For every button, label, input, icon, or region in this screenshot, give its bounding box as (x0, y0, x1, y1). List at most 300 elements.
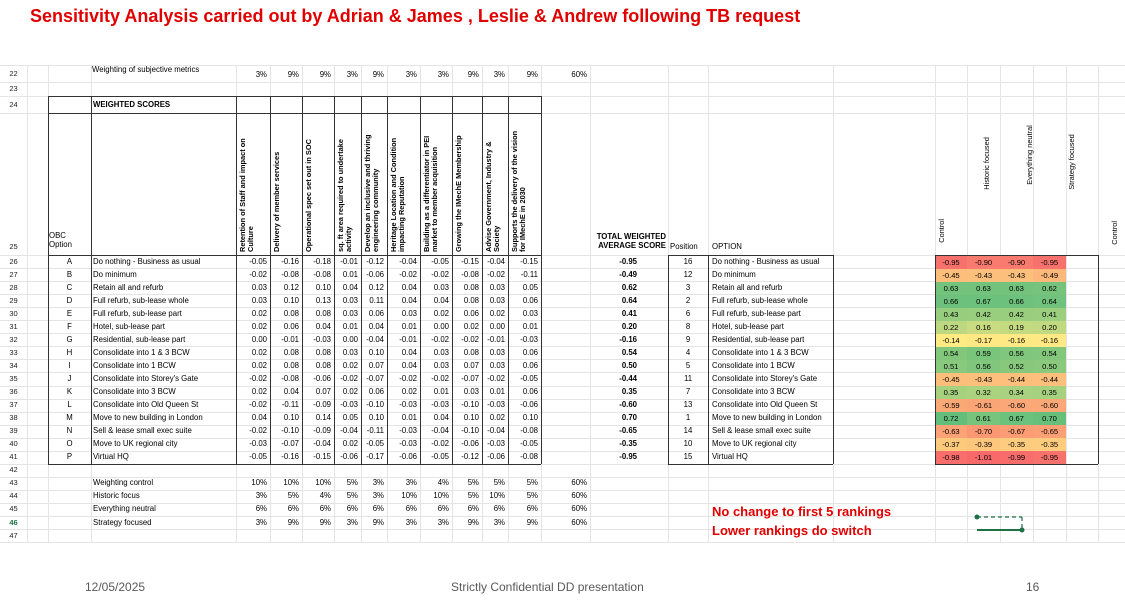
scenario-weight-cell: 3% (405, 517, 417, 527)
weighted-score-cell: 0.08 (315, 347, 331, 357)
weighting-value: 3% (255, 70, 267, 79)
weighted-score-cell: 0.08 (283, 360, 299, 370)
row-number[interactable]: 40 (9, 439, 18, 449)
option-label-cell: Consolidate into 1 BCW (712, 360, 795, 370)
grid-line (0, 516, 1125, 517)
weighted-score-cell: -0.03 (399, 400, 417, 410)
scenario-weight-cell: 5% (287, 491, 299, 501)
heatmap-cell: 0.16 (967, 321, 1000, 334)
weighted-score-cell: 0.03 (489, 282, 505, 292)
option-letter: N (66, 426, 73, 436)
row-number[interactable]: 26 (9, 256, 18, 266)
weighted-score-cell: 0.03 (433, 360, 449, 370)
option-name: Retain all and refurb (93, 282, 164, 292)
heatmap-cell: 0.42 (967, 308, 1000, 321)
scenario-weight-cell: 3% (493, 517, 505, 527)
scenario-weight-cell: 6% (346, 504, 358, 514)
weighted-score-cell: -0.08 (520, 426, 538, 436)
weighted-score-cell: -0.15 (313, 452, 331, 462)
weighted-score-cell: 0.01 (342, 321, 358, 331)
weighted-score-cell: -0.03 (520, 334, 538, 344)
weighted-score-cell: 0.01 (489, 387, 505, 397)
option-name: Full refurb, sub-lease part (93, 308, 182, 318)
heatmap-cell: -0.16 (1000, 334, 1033, 347)
weighted-score-cell: 0.06 (368, 308, 384, 318)
position-cell: 16 (683, 256, 693, 266)
weighted-score-cell: 0.03 (342, 347, 358, 357)
scenario-weight-cell: 60% (571, 504, 587, 514)
weighted-score-cell: -0.03 (249, 439, 267, 449)
weighted-score-cell: -0.10 (461, 400, 479, 410)
heatmap-cell: 0.67 (967, 295, 1000, 308)
weighted-score-cell: 0.03 (251, 295, 267, 305)
option-label-cell: Virtual HQ (712, 452, 748, 462)
weighted-score-cell: 0.04 (401, 295, 417, 305)
weighted-score-cell: 0.07 (463, 360, 479, 370)
weighted-score-cell: -0.05 (249, 256, 267, 266)
table-border (236, 96, 237, 464)
weighted-score-cell: 0.03 (489, 347, 505, 357)
heatmap-cell: -0.44 (1000, 373, 1033, 386)
weighted-score-cell: -0.11 (281, 400, 299, 410)
footer-text: Strictly Confidential DD presentation (451, 580, 644, 594)
heatmap-cell: 0.34 (1000, 386, 1033, 399)
option-name: Consolidate into Old Queen St (93, 400, 199, 410)
metric-header: Building as a differentiator in PEI market to member acquisition (422, 135, 439, 252)
weighted-score-cell: 0.04 (401, 360, 417, 370)
row-number[interactable]: 43 (9, 478, 18, 488)
row-number[interactable]: 44 (9, 491, 18, 501)
table-border (387, 96, 388, 464)
weighted-score-cell: -0.01 (399, 334, 417, 344)
weighted-score-cell: -0.04 (399, 256, 417, 266)
weighting-value: 3% (437, 70, 449, 79)
weighted-score-cell: -0.02 (487, 373, 505, 383)
weighted-score-cell: -0.07 (366, 373, 384, 383)
heatmap-cell: -0.45 (935, 373, 967, 386)
weighting-label: Weighting of subjective metrics (92, 65, 200, 74)
row-number[interactable]: 36 (9, 387, 18, 397)
row-number[interactable]: 38 (9, 413, 18, 423)
option-name: Consolidate into 1 BCW (93, 360, 176, 370)
row-number[interactable]: 24 (9, 99, 18, 109)
position-cell: 9 (685, 334, 691, 344)
heatmap-cell: 0.67 (1000, 412, 1033, 425)
option-label-cell: Hotel, sub-lease part (712, 321, 784, 331)
row-number[interactable]: 46 (9, 517, 18, 527)
metric-header: Supports the delivery of the vision for IMechE in 2030 (510, 130, 527, 252)
connector-shape-icon[interactable] (972, 513, 1032, 539)
weighted-score-cell: 0.08 (463, 282, 479, 292)
weighted-score-cell: -0.18 (313, 256, 331, 266)
heatmap-cell: -0.39 (967, 438, 1000, 451)
weighted-score-cell: 0.04 (401, 347, 417, 357)
total-score-cell: -0.65 (619, 426, 637, 436)
option-label-cell: Residential, sub-lease part (712, 334, 805, 344)
heatmap-cell: 0.35 (935, 386, 967, 399)
position-cell: 1 (685, 413, 691, 423)
weighted-score-cell: 0.02 (251, 321, 267, 331)
grid-line (0, 542, 1125, 543)
weighted-score-cell: -0.02 (431, 439, 449, 449)
weighted-score-cell: 0.10 (283, 295, 299, 305)
scenario-weight-cell: 3% (255, 491, 267, 501)
heatmap-cell: -0.98 (935, 451, 967, 464)
scenario-label: Historic focus (93, 491, 140, 501)
weighted-score-cell: -0.02 (461, 334, 479, 344)
grid-line (27, 65, 28, 543)
total-score-cell: -0.95 (619, 452, 637, 462)
option-label-cell: Consolidate into 1 & 3 BCW (712, 347, 809, 357)
heatmap-cell: -0.60 (1000, 399, 1033, 412)
option-name: Sell & lease small exec suite (93, 426, 192, 436)
slide-title: Sensitivity Analysis carried out by Adrian & James , Leslie & Andrew following TB request (30, 6, 801, 26)
metric-header: Develop an inclusive and thriving engineering community (363, 134, 380, 252)
heatmap-header: Control (937, 218, 947, 243)
option-letter: M (66, 413, 73, 423)
scenario-weight-cell: 6% (255, 504, 267, 514)
heatmap-cell: -0.17 (967, 334, 1000, 347)
weighted-score-cell: -0.03 (313, 334, 331, 344)
weighted-score-cell: 0.02 (342, 360, 358, 370)
scenario-weight-cell: 3% (372, 491, 384, 501)
weighted-score-cell: 0.06 (368, 387, 384, 397)
heatmap-header: Strategy focused (1067, 134, 1077, 190)
weighted-score-cell: -0.05 (520, 439, 538, 449)
position-header: Position (670, 242, 698, 251)
heatmap-cell: -0.43 (1000, 269, 1033, 282)
heatmap-cell: 0.50 (1033, 360, 1066, 373)
scenario-weight-cell: 3% (346, 517, 358, 527)
weighted-score-cell: 0.02 (342, 387, 358, 397)
scenario-weight-cell: 4% (319, 491, 331, 501)
weighted-score-cell: -0.17 (366, 452, 384, 462)
scenario-weight-cell: 10% (283, 478, 299, 488)
position-cell: 3 (685, 282, 691, 292)
weighted-score-cell: -0.02 (249, 269, 267, 279)
scenario-weight-cell: 5% (346, 491, 358, 501)
row-number[interactable]: 39 (9, 426, 18, 436)
table-border (270, 96, 271, 464)
position-cell: 5 (685, 360, 691, 370)
note-line-2: Lower rankings do switch (712, 523, 872, 538)
scenario-weight-cell: 5% (467, 491, 479, 501)
weighted-score-cell: -0.01 (487, 334, 505, 344)
scenario-label: Strategy focused (93, 517, 152, 527)
heatmap-cell: -0.99 (1000, 451, 1033, 464)
heatmap-cell: 0.41 (1033, 308, 1066, 321)
row-number[interactable]: 42 (9, 465, 18, 475)
row-number[interactable]: 23 (9, 84, 18, 93)
weighted-score-cell: -0.15 (461, 256, 479, 266)
option-label-cell: Sell & lease small exec suite (712, 426, 811, 436)
weighted-score-cell: -0.02 (431, 334, 449, 344)
row-number[interactable]: 35 (9, 373, 18, 383)
weighting-value: 3% (346, 70, 358, 79)
heatmap-cell: 0.66 (935, 295, 967, 308)
weighted-score-cell: 0.03 (433, 282, 449, 292)
option-letter: B (66, 269, 73, 279)
weighted-score-cell: -0.04 (366, 334, 384, 344)
option-name: Do nothing - Business as usual (93, 256, 201, 266)
row-number[interactable]: 37 (9, 400, 18, 410)
heatmap-cell: 0.56 (1000, 347, 1033, 360)
weighted-score-cell: -0.05 (520, 373, 538, 383)
position-cell: 12 (683, 269, 693, 279)
metric-header: Delivery of member services (272, 151, 281, 252)
heatmap-cell: -0.16 (1033, 334, 1066, 347)
weighted-score-cell: 0.02 (251, 308, 267, 318)
scenario-weight-cell: 5% (526, 491, 538, 501)
scenario-weight-cell: 6% (372, 504, 384, 514)
weighted-score-cell: 0.10 (463, 413, 479, 423)
option-label-cell: Move to UK regional city (712, 439, 797, 449)
weighted-score-cell: -0.04 (487, 426, 505, 436)
weighted-score-cell: -0.08 (313, 269, 331, 279)
option-letter: F (67, 321, 72, 331)
grid-line (0, 503, 1125, 504)
row-number[interactable]: 33 (9, 347, 18, 357)
weighted-score-cell: 0.03 (251, 282, 267, 292)
heatmap-cell: -0.70 (967, 425, 1000, 438)
heatmap-cell: 0.52 (1000, 360, 1033, 373)
row-number[interactable]: 28 (9, 282, 18, 292)
weighted-score-cell: -0.05 (366, 439, 384, 449)
scenario-weight-cell: 10% (433, 491, 449, 501)
weighted-score-cell: -0.06 (461, 439, 479, 449)
weighted-score-cell: 0.03 (342, 308, 358, 318)
position-cell: 7 (685, 387, 691, 397)
row-number[interactable]: 22 (9, 68, 18, 78)
scenario-weight-cell: 3% (405, 478, 417, 488)
heatmap-cell: 0.56 (967, 360, 1000, 373)
weighted-score-cell: -0.01 (281, 334, 299, 344)
weighted-score-cell: -0.15 (520, 256, 538, 266)
weighted-score-cell: 0.00 (251, 334, 267, 344)
heatmap-cell: 0.63 (1000, 282, 1033, 295)
heatmap-cell: -0.67 (1000, 425, 1033, 438)
option-letter: J (67, 373, 72, 383)
weighting-value: 9% (467, 70, 479, 79)
scenario-weight-cell: 6% (526, 504, 538, 514)
weighted-score-cell: 0.12 (283, 282, 299, 292)
option-name: Consolidate into 1 & 3 BCW (93, 347, 190, 357)
scenario-weight-cell: 6% (493, 504, 505, 514)
option-letter: A (66, 256, 73, 266)
option-letter: C (66, 282, 73, 292)
table-border (48, 464, 541, 465)
weighted-score-cell: 0.10 (522, 413, 538, 423)
weighted-score-cell: 0.11 (369, 295, 384, 305)
weighted-score-cell: -0.02 (340, 373, 358, 383)
heatmap-cell: -0.65 (1033, 425, 1066, 438)
weighted-score-cell: 0.02 (463, 321, 479, 331)
scenario-weight-cell: 60% (571, 491, 587, 501)
heatmap-cell: 0.72 (935, 412, 967, 425)
weighted-score-cell: 0.07 (315, 387, 331, 397)
position-cell: 6 (685, 308, 691, 318)
weighted-score-cell: -0.06 (340, 452, 358, 462)
weighted-score-cell: 0.03 (522, 308, 538, 318)
weighted-score-cell: -0.08 (281, 373, 299, 383)
weighted-score-cell: -0.05 (249, 452, 267, 462)
scenario-weight-cell: 5% (493, 478, 505, 488)
scenario-label: Everything neutral (93, 504, 156, 514)
heatmap-cell: 0.66 (1000, 295, 1033, 308)
weighting-value: 9% (372, 70, 384, 79)
weighted-score-cell: 0.04 (315, 321, 331, 331)
weighted-score-cell: 0.00 (433, 321, 449, 331)
scenario-weight-cell: 4% (437, 478, 449, 488)
weighted-score-cell: 0.04 (283, 387, 299, 397)
heatmap-cell: 0.63 (967, 282, 1000, 295)
weighted-score-cell: -0.11 (366, 426, 384, 436)
weighted-score-cell: 0.05 (342, 413, 358, 423)
notes (712, 502, 891, 540)
scenario-weight-cell: 9% (467, 517, 479, 527)
heatmap-cell: 0.59 (967, 347, 1000, 360)
scenario-weight-cell: 10% (251, 478, 267, 488)
weighted-score-cell: -0.06 (366, 269, 384, 279)
heatmap-cell: 0.43 (935, 308, 967, 321)
table-border (668, 255, 833, 256)
row-number[interactable]: 30 (9, 308, 18, 318)
position-cell: 11 (683, 373, 693, 383)
option-label-cell: Retain all and refurb (712, 282, 783, 292)
option-name: Full refurb, sub-lease whole (93, 295, 189, 305)
footer-date: 12/05/2025 (85, 580, 146, 594)
weighted-score-cell: -0.08 (461, 269, 479, 279)
weighted-score-cell: 0.08 (315, 360, 331, 370)
position-cell: 10 (683, 439, 693, 449)
table-border (48, 96, 49, 464)
row-number[interactable]: 27 (9, 269, 18, 279)
table-border (420, 96, 421, 464)
metric-header: Advise Government, Industry & Society (484, 141, 501, 252)
option-letter: G (66, 334, 73, 344)
table-border (302, 96, 303, 464)
weighted-score-cell: -0.02 (487, 269, 505, 279)
weighted-score-cell: -0.04 (340, 426, 358, 436)
weighted-score-cell: 0.08 (283, 347, 299, 357)
scenario-weight-cell: 9% (526, 517, 538, 527)
weighted-score-cell: -0.03 (487, 400, 505, 410)
weighted-score-cell: 0.03 (489, 295, 505, 305)
row-number[interactable]: 25 (9, 242, 18, 251)
row-number[interactable]: 32 (9, 334, 18, 344)
heatmap-cell: 0.63 (935, 282, 967, 295)
row-number[interactable]: 45 (9, 504, 18, 514)
weighted-score-cell: 0.02 (401, 387, 417, 397)
row-number[interactable]: 34 (9, 360, 18, 370)
option-name: Consolidate into 3 BCW (93, 387, 176, 397)
option-label-cell: Full refurb, sub-lease part (712, 308, 801, 318)
option-label-cell: Do minimum (712, 269, 756, 279)
table-border (91, 96, 92, 464)
metric-header: sq. ft area required to undertake activity (336, 139, 353, 252)
table-border (935, 464, 1098, 465)
weighted-score-cell: 0.03 (342, 295, 358, 305)
heatmap-cell: -0.49 (1033, 269, 1066, 282)
row-number[interactable]: 41 (9, 452, 18, 462)
option-header: OPTION (712, 242, 742, 251)
row-number[interactable]: 31 (9, 321, 18, 331)
heatmap-cell: -0.90 (967, 256, 1000, 269)
scenario-weight-cell: 6% (405, 504, 417, 514)
heatmap-cell: 0.22 (935, 321, 967, 334)
table-border (452, 96, 453, 464)
option-name: Do minimum (93, 269, 137, 279)
weighted-score-cell: 0.01 (401, 321, 417, 331)
table-border (482, 96, 483, 464)
weighted-score-cell: -0.04 (313, 439, 331, 449)
total-score-header: TOTAL WEIGHTED AVERAGE SCORE (596, 232, 666, 251)
weighted-score-cell: 0.04 (251, 413, 267, 423)
table-border (1098, 255, 1099, 464)
heatmap-cell: 0.19 (1000, 321, 1033, 334)
total-score-cell: -0.95 (619, 256, 637, 266)
heatmap-cell: -0.95 (1033, 451, 1066, 464)
metric-header: Growing the IMechE Membership (454, 135, 463, 252)
weighted-score-cell: -0.04 (431, 426, 449, 436)
weighted-score-cell: 0.00 (342, 334, 358, 344)
weighting-value: 3% (493, 70, 505, 79)
scenario-weight-cell: 9% (319, 517, 331, 527)
weighted-score-cell: -0.06 (520, 400, 538, 410)
option-letter: H (66, 347, 73, 357)
scenario-weight-cell: 3% (437, 517, 449, 527)
scenario-weight-cell: 5% (346, 478, 358, 488)
option-name: Hotel, sub-lease part (93, 321, 165, 331)
row-number[interactable]: 47 (9, 530, 18, 540)
table-border (334, 96, 335, 464)
weighted-score-cell: 0.04 (342, 282, 358, 292)
row-number[interactable]: 29 (9, 295, 18, 305)
weighted-score-cell: 0.02 (251, 347, 267, 357)
option-label-cell: Move to new building in London (712, 413, 822, 423)
total-score-cell: 0.70 (621, 413, 637, 423)
option-name: Move to UK regional city (93, 439, 178, 449)
option-label-cell: Full refurb, sub-lease whole (712, 295, 808, 305)
weighted-score-cell: 0.08 (463, 295, 479, 305)
heatmap-cell: 0.54 (935, 347, 967, 360)
weighted-score-cell: -0.05 (431, 256, 449, 266)
heatmap-cell: -0.43 (967, 373, 1000, 386)
heatmap-cell: -0.95 (935, 256, 967, 269)
weighted-score-cell: 0.01 (522, 321, 538, 331)
scenario-label: Weighting control (93, 478, 154, 488)
scenario-weight-cell: 10% (401, 491, 417, 501)
weighted-score-cell: -0.04 (487, 256, 505, 266)
weighted-score-cell: 0.06 (522, 295, 538, 305)
grid-line (0, 477, 1125, 478)
weighted-scores-title: WEIGHTED SCORES (93, 100, 171, 109)
option-letter: K (66, 387, 73, 397)
weighted-score-cell: 0.00 (489, 321, 505, 331)
position-cell: 15 (683, 452, 693, 462)
weighted-score-cell: 0.13 (315, 295, 331, 305)
weighted-score-cell: 0.04 (368, 321, 384, 331)
weighted-score-cell: -0.03 (487, 439, 505, 449)
weighted-score-cell: 0.06 (522, 347, 538, 357)
total-score-cell: -0.35 (619, 439, 637, 449)
option-name: Virtual HQ (93, 452, 129, 462)
heatmap-cell: -0.63 (935, 425, 967, 438)
grid-line (0, 529, 1125, 530)
weighted-score-cell: 0.04 (433, 295, 449, 305)
weighting-value: 3% (405, 70, 417, 79)
total-score-cell: -0.44 (619, 373, 637, 383)
